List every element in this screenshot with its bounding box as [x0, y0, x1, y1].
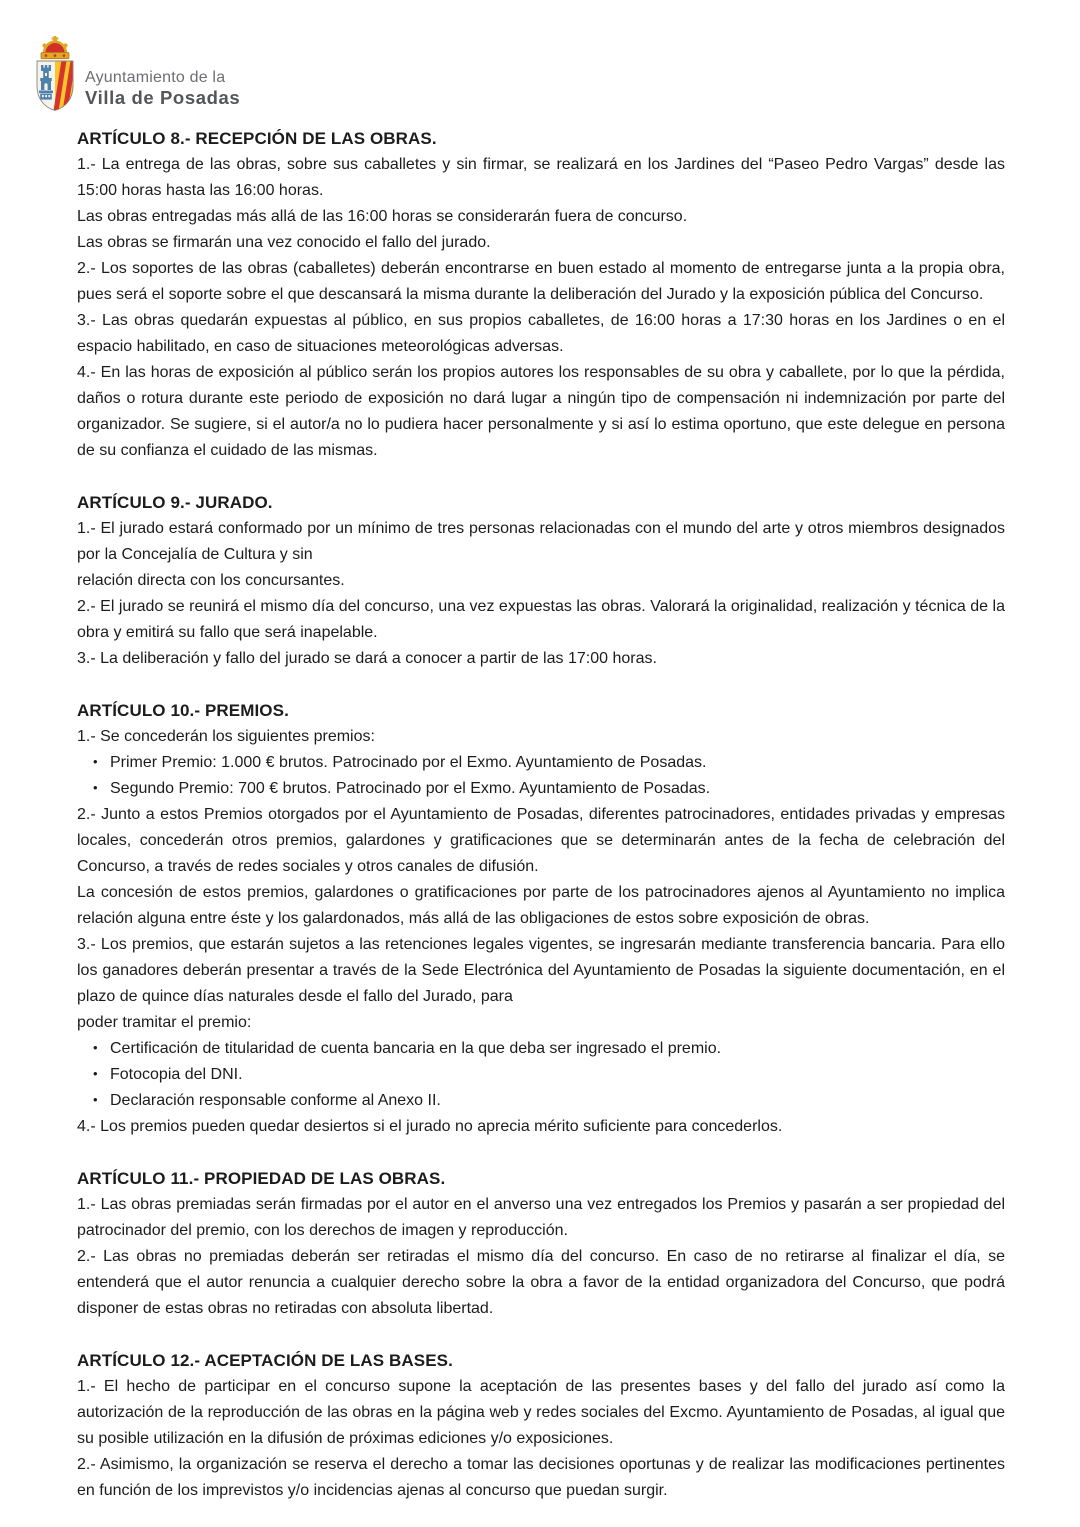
- bullet-text: Segundo Premio: 700 € brutos. Patrocinado por el Exmo. Ayuntamiento de Posadas.: [110, 780, 711, 797]
- paragraph: 2.- Los soportes de las obras (caballetes) deberán encontrarse en buen estado al momento de entregarse junta a la propia obra, pues será el soporte sobre el que descansará la misma durante la deliberación del Jurado y la exposición pública del Concurso.: [77, 260, 1005, 303]
- bullet-text: Fotocopia del DNI.: [110, 1066, 243, 1083]
- bullet-icon: •: [93, 1040, 98, 1055]
- article-section: [77, 1166, 1005, 1322]
- paragraph: 3.- La deliberación y fallo del jurado se dará a conocer a partir de las 17:00 horas.: [77, 650, 657, 667]
- article-section: [77, 490, 1005, 672]
- bullet-text: Declaración responsable conforme al Anexo II.: [110, 1092, 441, 1109]
- paragraph: relación directa con los concursantes.: [77, 572, 345, 589]
- bullet-text: Primer Premio: 1.000 € brutos. Patrocinado por el Exmo. Ayuntamiento de Posadas.: [110, 754, 707, 771]
- paragraph: La concesión de estos premios, galardones o gratificaciones por parte de los patrocinadores ajenos al Ayuntamiento no implica relación alguna entre éste y los galardonados, más allá de las obligaciones de estos sobre exposición de obras.: [77, 884, 1005, 927]
- logo-text: [85, 42, 240, 109]
- article-heading: ARTÍCULO 10.- PREMIOS.: [77, 701, 289, 720]
- bullet-item: [77, 1062, 1005, 1088]
- logo-org-name-line2: Villa de Posadas: [85, 86, 241, 108]
- paragraph: 1.- El jurado estará conformado por un mínimo de tres personas relacionadas con el mundo del arte y otros miembros designados por la Concejalía de Cultura y sin: [77, 520, 1005, 563]
- paragraph: 4.- En las horas de exposición al público serán los propios autores los responsables de su obra y caballete, por lo que la pérdida, daños o rotura durante este periodo de exposición no dará lugar a ningún tipo de compensación ni indemnización por parte del organizador. Se sugiere, si el autor/a no lo pudiera hacer personalmente y si así lo estima oportuno, que este delegue en persona de su confianza el cuidado de las mismas.: [77, 364, 1005, 459]
- bullet-icon: •: [93, 780, 98, 795]
- bullet-item: [77, 750, 1005, 776]
- article-heading: ARTÍCULO 12.- ACEPTACIÓN DE LAS BASES.: [77, 1351, 453, 1370]
- article-heading: ARTÍCULO 11.- PROPIEDAD DE LAS OBRAS.: [77, 1169, 446, 1188]
- paragraph: 2.- Asimismo, la organización se reserva el derecho a tomar las decisiones oportunas y de realizar las modificaciones pertinentes en función de los imprevistos y/o incidencias ajenas al concurso que puedan surgir.: [77, 1456, 1005, 1499]
- bullet-icon: •: [93, 1092, 98, 1107]
- paragraph: 3.- Los premios, que estarán sujetos a las retenciones legales vigentes, se ingresarán mediante transferencia bancaria. Para ello los ganadores deberán presentar a través de la Sede Electrónica del Ayuntamiento de Posadas la siguiente documentación, en el plazo de quince días naturales desde el fallo del Jurado, para: [77, 936, 1005, 1005]
- bullet-item: [77, 1088, 1005, 1114]
- bullet-icon: •: [93, 1066, 98, 1081]
- article-heading: ARTÍCULO 8.- RECEPCIÓN DE LAS OBRAS.: [77, 129, 437, 148]
- paragraph: 2.- Junto a estos Premios otorgados por el Ayuntamiento de Posadas, diferentes patrocinadores, entidades privadas y empresas locales, concederán otros premios, galardones y gratificaciones que se determinarán antes de la fecha de celebración del Concurso, a través de redes sociales y otros canales de difusión.: [77, 806, 1005, 875]
- article-section: [77, 126, 1005, 464]
- bullet-item: [77, 776, 1005, 802]
- town-hall-logo: [32, 36, 240, 114]
- bullet-icon: •: [93, 754, 98, 769]
- paragraph: 2.- El jurado se reunirá el mismo día del concurso, una vez expuestas las obras. Valorará la originalidad, realización y técnica de la obra y emitirá su fallo que será inapelable.: [77, 598, 1005, 641]
- bullet-text: Certificación de titularidad de cuenta bancaria en la que deba ser ingresado el premio.: [110, 1040, 722, 1057]
- paragraph: 2.- Las obras no premiadas deberán ser retiradas el mismo día del concurso. En caso de no retirarse al finalizar el día, se entenderá que el autor renuncia a cualquier derecho sobre la obra a favor de la entidad organizadora del Concurso, que podrá disponer de estas obras no retiradas con absoluta libertad.: [77, 1248, 1005, 1317]
- paragraph: 1.- Se concederán los siguientes premios:: [77, 728, 375, 745]
- bullet-item: [77, 1036, 1005, 1062]
- paragraph: 1.- El hecho de participar en el concurso supone la aceptación de las presentes bases y del fallo del jurado así como la autorización de la reproducción de las obras en la página web y redes sociales del Excmo. Ayuntamiento de Posadas, al igual que su posible utilización en la difusión de próximas ediciones y/o exposiciones.: [77, 1378, 1005, 1447]
- article-section: [77, 698, 1005, 1140]
- paragraph: 4.- Los premios pueden quedar desiertos si el jurado no aprecia mérito suficiente para concederlos.: [77, 1118, 783, 1135]
- logo-org-name-line1: Ayuntamiento de la: [85, 68, 226, 86]
- document-body: [77, 126, 1005, 1504]
- paragraph: poder tramitar el premio:: [77, 1014, 252, 1031]
- paragraph: 1.- La entrega de las obras, sobre sus caballetes y sin firmar, se realizará en los Jardines del “Paseo Pedro Vargas” desde las 15:00 horas hasta las 16:00 horas.: [77, 156, 1005, 199]
- article-section: [77, 1348, 1005, 1504]
- article-heading: ARTÍCULO 9.- JURADO.: [77, 493, 273, 512]
- paragraph: Las obras se firmarán una vez conocido el fallo del jurado.: [77, 234, 491, 251]
- paragraph: Las obras entregadas más allá de las 16:00 horas se considerarán fuera de concurso.: [77, 208, 688, 225]
- posadas-coat-of-arms-icon: [32, 36, 78, 114]
- paragraph: 1.- Las obras premiadas serán firmadas por el autor en el anverso una vez entregados los Premios y pasarán a ser propiedad del patrocinador del premio, con los derechos de imagen y reproducción.: [77, 1196, 1005, 1239]
- paragraph: 3.- Las obras quedarán expuestas al público, en sus propios caballetes, de 16:00 horas a 17:30 horas en los Jardines o en el espacio habilitado, en caso de situaciones meteorológicas adversas.: [77, 312, 1005, 355]
